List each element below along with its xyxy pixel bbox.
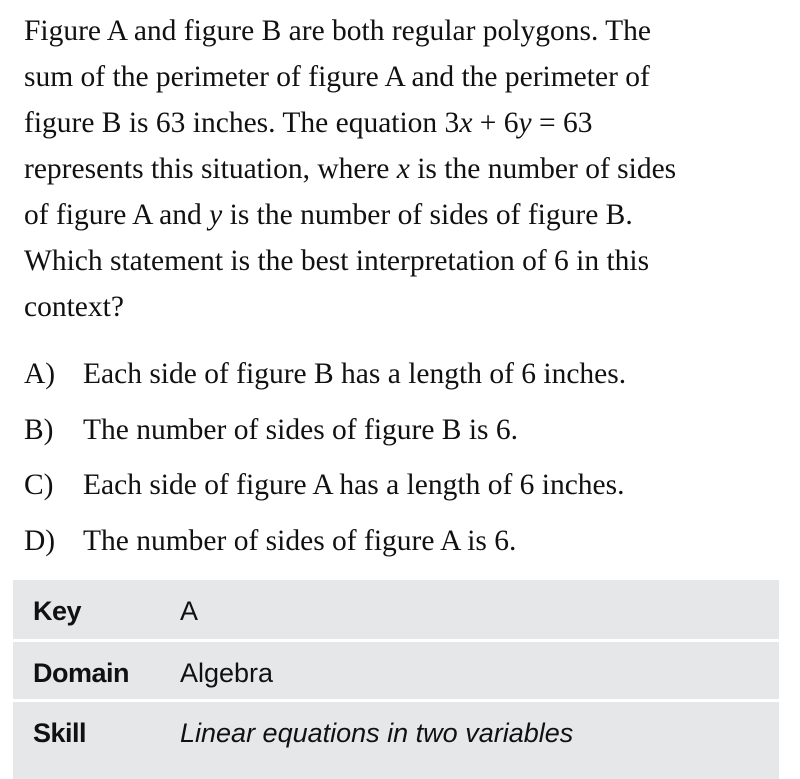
question-line: context? [24, 291, 124, 323]
variable-y: y [518, 107, 532, 139]
choice-text: The number of sides of figure B is 6. [83, 413, 519, 446]
metadata-table [13, 580, 779, 779]
text: figure B is 63 inches. The equation 3 [24, 107, 460, 139]
choice-a[interactable] [24, 347, 784, 403]
meta-value: A [180, 596, 199, 626]
choice-text: Each side of figure A has a length of 6 inches. [83, 469, 625, 502]
choice-letter: A) [24, 358, 56, 391]
question-line: sum of the perimeter of figure A and the perimeter of [24, 61, 650, 93]
text: = 63 [531, 107, 593, 139]
meta-value: Linear equations in two variables [180, 718, 574, 748]
choice-letter: B) [24, 413, 54, 446]
meta-label: Skill [33, 718, 87, 748]
choice-letter: C) [24, 469, 54, 502]
meta-label: Key [33, 596, 82, 626]
variable-x: x [396, 153, 410, 185]
text: of figure A and [24, 199, 210, 231]
question-stem [24, 8, 784, 330]
question-line: Which statement is the best interpretation of 6 in this [24, 245, 650, 277]
variable-y: y [209, 199, 223, 231]
text: is the number of sides of figure B. [222, 199, 633, 231]
choice-text: Each side of figure B has a length of 6 inches. [83, 358, 627, 391]
meta-row-domain [13, 642, 779, 699]
choice-letter: D) [24, 524, 56, 557]
question-line [24, 100, 784, 146]
meta-row-key [13, 580, 779, 639]
meta-value: Algebra [180, 658, 274, 688]
question-line [24, 192, 784, 238]
choice-c[interactable] [24, 458, 784, 514]
choice-d[interactable] [24, 514, 784, 570]
text: is the number of sides [409, 153, 677, 185]
choice-text: The number of sides of figure A is 6. [83, 524, 517, 557]
meta-label: Domain [33, 658, 130, 688]
question-line [24, 146, 784, 192]
text: represents this situation, where [24, 153, 397, 185]
text: + 6 [472, 107, 519, 139]
answer-choices [24, 347, 784, 569]
meta-row-skill [13, 702, 779, 779]
variable-x: x [459, 107, 473, 139]
choice-b[interactable] [24, 403, 784, 459]
question-line: Figure A and figure B are both regular polygons. The [24, 15, 652, 47]
